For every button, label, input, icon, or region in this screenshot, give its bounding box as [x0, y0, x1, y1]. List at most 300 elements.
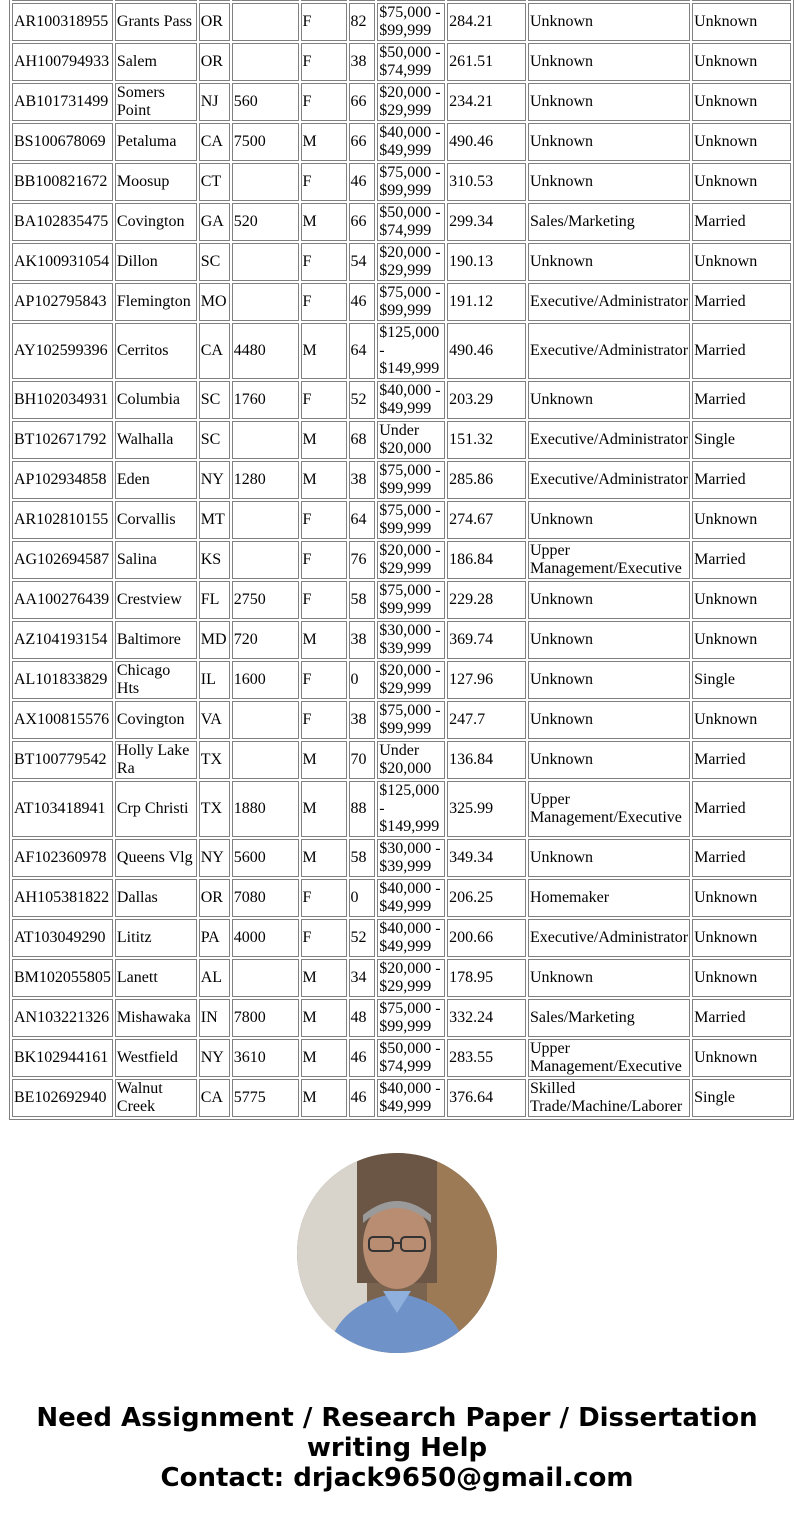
city-cell: Somers Point — [115, 83, 197, 121]
code-cell: 2750 — [232, 581, 299, 619]
income-cell: $75,000 - $99,999 — [377, 581, 445, 619]
occupation-cell: Unknown — [528, 3, 690, 41]
promo-line-2: writing Help — [306, 1433, 488, 1463]
city-cell: Lanett — [115, 959, 197, 997]
age-cell: 88 — [349, 781, 376, 837]
value-cell: 234.21 — [447, 83, 526, 121]
age-cell: 70 — [349, 741, 376, 779]
income-cell: $20,000 - $29,999 — [377, 243, 445, 281]
state-cell: OR — [199, 43, 230, 81]
table-row — [12, 83, 791, 121]
state-cell: CA — [199, 1079, 230, 1117]
income-cell: $40,000 - $49,999 — [377, 879, 445, 917]
occupation-cell: Sales/Marketing — [528, 999, 690, 1037]
age-cell: 68 — [349, 421, 376, 459]
income-cell: $125,000 - $149,999 — [377, 323, 445, 379]
age-cell: 66 — [349, 123, 376, 161]
code-cell — [232, 163, 299, 201]
record-id-cell: AH105381822 — [12, 879, 113, 917]
city-cell: Baltimore — [115, 621, 197, 659]
record-id-cell: AT103049290 — [12, 919, 113, 957]
city-cell: Queens Vlg — [115, 839, 197, 877]
state-cell: TX — [199, 741, 230, 779]
code-cell: 560 — [232, 83, 299, 121]
income-cell: $40,000 - $49,999 — [377, 919, 445, 957]
sex-cell: F — [301, 381, 347, 419]
marital-status-cell: Married — [692, 323, 791, 379]
table-row — [12, 421, 791, 459]
value-cell: 190.13 — [447, 243, 526, 281]
marital-status-cell: Married — [692, 381, 791, 419]
city-cell: Eden — [115, 461, 197, 499]
code-cell: 520 — [232, 203, 299, 241]
sex-cell: M — [301, 323, 347, 379]
code-cell: 1760 — [232, 381, 299, 419]
record-id-cell: AN103221326 — [12, 999, 113, 1037]
state-cell: KS — [199, 541, 230, 579]
state-cell: GA — [199, 203, 230, 241]
state-cell: TX — [199, 781, 230, 837]
marital-status-cell: Unknown — [692, 701, 791, 739]
income-cell: $30,000 - $39,999 — [377, 621, 445, 659]
city-cell: Moosup — [115, 163, 197, 201]
income-cell: $20,000 - $29,999 — [377, 541, 445, 579]
record-id-cell: BA102835475 — [12, 203, 113, 241]
age-cell: 58 — [349, 581, 376, 619]
occupation-cell: Executive/Administrator — [528, 283, 690, 321]
income-cell: Under $20,000 — [377, 741, 445, 779]
record-id-cell: BT100779542 — [12, 741, 113, 779]
city-cell: Mishawaka — [115, 999, 197, 1037]
age-cell: 64 — [349, 323, 376, 379]
table-row — [12, 381, 791, 419]
state-cell: CA — [199, 323, 230, 379]
code-cell: 1600 — [232, 661, 299, 699]
occupation-cell: Unknown — [528, 701, 690, 739]
record-id-cell: BS100678069 — [12, 123, 113, 161]
marital-status-cell: Unknown — [692, 879, 791, 917]
age-cell: 58 — [349, 839, 376, 877]
record-id-cell: BK102944161 — [12, 1039, 113, 1077]
state-cell: MT — [199, 501, 230, 539]
value-cell: 369.74 — [447, 621, 526, 659]
age-cell: 38 — [349, 461, 376, 499]
marital-status-cell: Married — [692, 741, 791, 779]
table-row — [12, 1079, 791, 1117]
value-cell: 325.99 — [447, 781, 526, 837]
record-id-cell: BT102671792 — [12, 421, 113, 459]
marital-status-cell: Single — [692, 661, 791, 699]
sex-cell — [301, 0, 347, 1]
city-cell: Covington — [115, 701, 197, 739]
value-cell: 310.53 — [447, 163, 526, 201]
occupation-cell: Unknown — [528, 741, 690, 779]
occupation-cell: Unknown — [528, 501, 690, 539]
income-cell: $75,000 - $99,999 — [377, 163, 445, 201]
marital-status-cell: Unknown — [692, 581, 791, 619]
marital-status-cell: Married — [692, 283, 791, 321]
state-cell: SC — [199, 381, 230, 419]
table-row — [12, 999, 791, 1037]
author-photo-icon — [297, 1153, 497, 1353]
occupation-cell: Executive/Administrator — [528, 323, 690, 379]
occupation-cell: Unknown — [528, 959, 690, 997]
state-cell: IN — [199, 999, 230, 1037]
value-cell: 186.84 — [447, 541, 526, 579]
occupation-cell: Unknown — [528, 163, 690, 201]
record-id-cell: AA100276439 — [12, 581, 113, 619]
income-cell: $75,000 - $99,999 — [377, 283, 445, 321]
age-cell: 46 — [349, 1079, 376, 1117]
city-cell: Westfield — [115, 1039, 197, 1077]
sex-cell: F — [301, 581, 347, 619]
record-id-cell: BE102692940 — [12, 1079, 113, 1117]
sex-cell: M — [301, 1039, 347, 1077]
sex-cell: M — [301, 781, 347, 837]
author-avatar — [297, 1153, 497, 1353]
table-row — [12, 701, 791, 739]
code-cell — [232, 541, 299, 579]
marital-status-cell: Married — [692, 461, 791, 499]
occupation-cell: Unknown — [528, 43, 690, 81]
occupation-cell: Unknown — [528, 123, 690, 161]
city-cell: Cerritos — [115, 323, 197, 379]
table-row — [12, 163, 791, 201]
marital-status-cell: Married — [692, 203, 791, 241]
age-cell: 38 — [349, 701, 376, 739]
state-cell: FL — [199, 581, 230, 619]
sex-cell: F — [301, 541, 347, 579]
city-cell: Walhalla — [115, 421, 197, 459]
value-cell: 349.34 — [447, 839, 526, 877]
code-cell: 1880 — [232, 781, 299, 837]
sex-cell: M — [301, 1079, 347, 1117]
code-cell: 5775 — [232, 1079, 299, 1117]
marital-status-cell: Unknown — [692, 959, 791, 997]
income-cell: $40,000 - $49,999 — [377, 123, 445, 161]
code-cell — [232, 701, 299, 739]
table-row — [12, 283, 791, 321]
marital-status-cell: Single — [692, 421, 791, 459]
marital-status-cell: Unknown — [692, 501, 791, 539]
state-cell: VA — [199, 701, 230, 739]
record-id-cell: AY102599396 — [12, 323, 113, 379]
marital-status-cell: Married — [692, 781, 791, 837]
state-cell: MD — [199, 621, 230, 659]
table-row — [12, 43, 791, 81]
sex-cell: M — [301, 959, 347, 997]
record-id-cell: AZ104193154 — [12, 621, 113, 659]
city-cell: Walnut Creek — [115, 1079, 197, 1117]
code-cell: 5600 — [232, 839, 299, 877]
value-cell: 332.24 — [447, 999, 526, 1037]
city-cell: Chicago Hts — [115, 661, 197, 699]
age-cell: 0 — [349, 661, 376, 699]
income-cell: $75,000 - $99,999 — [377, 999, 445, 1037]
value-cell: 284.21 — [447, 3, 526, 41]
age-cell: 0 — [349, 879, 376, 917]
occupation-cell: Executive/Administrator — [528, 421, 690, 459]
value-cell: 299.34 — [447, 203, 526, 241]
marital-status-cell: Single — [692, 1079, 791, 1117]
income-cell: $75,000 - $99,999 — [377, 3, 445, 41]
code-cell — [232, 283, 299, 321]
promo-line-1: Need Assignment / Research Paper / Dissertation — [36, 1403, 758, 1433]
sex-cell: F — [301, 701, 347, 739]
city-cell: Salina — [115, 541, 197, 579]
table-row — [12, 919, 791, 957]
value-cell: 229.28 — [447, 581, 526, 619]
code-cell: 7080 — [232, 879, 299, 917]
value-cell: 247.7 — [447, 701, 526, 739]
state-cell: CT — [199, 163, 230, 201]
record-id-cell: AP102934858 — [12, 461, 113, 499]
table-row — [12, 581, 791, 619]
record-id-cell: AT103418941 — [12, 781, 113, 837]
city-cell: Crestview — [115, 581, 197, 619]
value-cell: 285.86 — [447, 461, 526, 499]
state-cell: CA — [199, 123, 230, 161]
income-cell: $75,000 - $99,999 — [377, 461, 445, 499]
occupation-cell: Unknown — [528, 581, 690, 619]
code-cell — [232, 0, 299, 1]
occupation-cell: Unknown — [528, 83, 690, 121]
age-cell: 76 — [349, 541, 376, 579]
record-id-cell: AR100318955 — [12, 3, 113, 41]
income-cell: Under $20,000 — [377, 421, 445, 459]
occupation-cell: Executive/Administrator — [528, 919, 690, 957]
age-cell: 38 — [349, 43, 376, 81]
value-cell: 274.67 — [447, 501, 526, 539]
income-cell — [377, 0, 445, 1]
income-cell: $40,000 - $49,999 — [377, 381, 445, 419]
value-cell: 200.66 — [447, 919, 526, 957]
table-row — [12, 661, 791, 699]
income-cell: $50,000 - $74,999 — [377, 43, 445, 81]
code-cell — [232, 501, 299, 539]
marital-status-cell — [692, 0, 791, 1]
state-cell: NJ — [199, 83, 230, 121]
occupation-cell: Upper Management/Executive — [528, 781, 690, 837]
sex-cell: F — [301, 501, 347, 539]
occupation-cell: Unknown — [528, 381, 690, 419]
table-row — [12, 323, 791, 379]
value-cell: 127.96 — [447, 661, 526, 699]
income-cell: $40,000 - $49,999 — [377, 1079, 445, 1117]
table-row — [12, 959, 791, 997]
record-id-cell: AB101731499 — [12, 83, 113, 121]
code-cell: 720 — [232, 621, 299, 659]
occupation-cell: Skilled Trade/Machine/Laborer — [528, 1079, 690, 1117]
age-cell: 82 — [349, 3, 376, 41]
record-id-cell: AH100794933 — [12, 43, 113, 81]
table-row — [12, 3, 791, 41]
marital-status-cell: Unknown — [692, 1039, 791, 1077]
sex-cell: F — [301, 879, 347, 917]
occupation-cell: Homemaker — [528, 879, 690, 917]
occupation-cell: Sales/Marketing — [528, 203, 690, 241]
value-cell: 490.46 — [447, 323, 526, 379]
state-cell — [199, 0, 230, 1]
promo-text — [0, 1403, 794, 1493]
sex-cell: F — [301, 43, 347, 81]
code-cell: 7500 — [232, 123, 299, 161]
record-id-cell: BM102055805 — [12, 959, 113, 997]
occupation-cell — [528, 0, 690, 1]
table-row — [12, 243, 791, 281]
value-cell: 203.29 — [447, 381, 526, 419]
city-cell: Corvallis — [115, 501, 197, 539]
city-cell: Petaluma — [115, 123, 197, 161]
occupation-cell: Executive/Administrator — [528, 461, 690, 499]
marital-status-cell: Married — [692, 839, 791, 877]
record-id-cell: BH102034931 — [12, 381, 113, 419]
record-id-cell: AG102694587 — [12, 541, 113, 579]
promo-contact: Contact: drjack9650@gmail.com — [160, 1463, 634, 1493]
value-cell: 206.25 — [447, 879, 526, 917]
city-cell: Salem — [115, 43, 197, 81]
table-row — [12, 461, 791, 499]
table-row — [12, 0, 791, 1]
city-cell: Columbia — [115, 381, 197, 419]
city-cell: Grants Pass — [115, 3, 197, 41]
age-cell: 66 — [349, 203, 376, 241]
table-row — [12, 741, 791, 779]
value-cell: 490.46 — [447, 123, 526, 161]
age-cell: 66 — [349, 83, 376, 121]
city-cell: Flemington — [115, 283, 197, 321]
occupation-cell: Upper Management/Executive — [528, 541, 690, 579]
table-row — [12, 781, 791, 837]
code-cell — [232, 959, 299, 997]
sex-cell: M — [301, 621, 347, 659]
code-cell: 4000 — [232, 919, 299, 957]
city-cell: Covington — [115, 203, 197, 241]
sex-cell: M — [301, 999, 347, 1037]
sex-cell: M — [301, 461, 347, 499]
occupation-cell: Unknown — [528, 839, 690, 877]
value-cell: 376.64 — [447, 1079, 526, 1117]
sex-cell: M — [301, 123, 347, 161]
age-cell: 38 — [349, 621, 376, 659]
state-cell: NY — [199, 839, 230, 877]
table-row — [12, 123, 791, 161]
state-cell: SC — [199, 243, 230, 281]
marital-status-cell: Unknown — [692, 243, 791, 281]
code-cell — [232, 3, 299, 41]
sex-cell: F — [301, 83, 347, 121]
age-cell: 46 — [349, 1039, 376, 1077]
state-cell: MO — [199, 283, 230, 321]
state-cell: OR — [199, 879, 230, 917]
table-row — [12, 541, 791, 579]
state-cell: SC — [199, 421, 230, 459]
code-cell — [232, 421, 299, 459]
income-cell: $125,000 - $149,999 — [377, 781, 445, 837]
sex-cell: F — [301, 919, 347, 957]
data-table — [9, 0, 794, 1120]
occupation-cell: Upper Management/Executive — [528, 1039, 690, 1077]
age-cell: 54 — [349, 243, 376, 281]
sex-cell: M — [301, 741, 347, 779]
age-cell: 46 — [349, 283, 376, 321]
age-cell: 46 — [349, 163, 376, 201]
marital-status-cell: Unknown — [692, 43, 791, 81]
value-cell: 151.32 — [447, 421, 526, 459]
age-cell: 52 — [349, 919, 376, 957]
income-cell: $30,000 - $39,999 — [377, 839, 445, 877]
marital-status-cell: Married — [692, 999, 791, 1037]
marital-status-cell: Unknown — [692, 83, 791, 121]
record-id-cell: AP102795843 — [12, 283, 113, 321]
state-cell: PA — [199, 919, 230, 957]
code-cell: 3610 — [232, 1039, 299, 1077]
city-cell — [115, 0, 197, 1]
code-cell: 4480 — [232, 323, 299, 379]
value-cell: 136.84 — [447, 741, 526, 779]
value-cell: 178.95 — [447, 959, 526, 997]
code-cell: 7800 — [232, 999, 299, 1037]
income-cell: $75,000 - $99,999 — [377, 701, 445, 739]
city-cell: Dillon — [115, 243, 197, 281]
record-id-cell: AL101833829 — [12, 661, 113, 699]
marital-status-cell: Unknown — [692, 919, 791, 957]
state-cell: OR — [199, 3, 230, 41]
record-id-cell: AK100931054 — [12, 243, 113, 281]
record-id-cell — [12, 0, 113, 1]
age-cell: 52 — [349, 381, 376, 419]
value-cell — [447, 0, 526, 1]
city-cell: Dallas — [115, 879, 197, 917]
table-row — [12, 621, 791, 659]
record-id-cell: AF102360978 — [12, 839, 113, 877]
table-row — [12, 203, 791, 241]
code-cell — [232, 43, 299, 81]
city-cell: Crp Christi — [115, 781, 197, 837]
age-cell: 64 — [349, 501, 376, 539]
age-cell: 48 — [349, 999, 376, 1037]
sex-cell: M — [301, 421, 347, 459]
code-cell: 1280 — [232, 461, 299, 499]
table-row — [12, 879, 791, 917]
state-cell: NY — [199, 461, 230, 499]
code-cell — [232, 741, 299, 779]
sex-cell: F — [301, 243, 347, 281]
record-id-cell: BB100821672 — [12, 163, 113, 201]
income-cell: $20,000 - $29,999 — [377, 959, 445, 997]
marital-status-cell: Unknown — [692, 621, 791, 659]
occupation-cell: Unknown — [528, 661, 690, 699]
marital-status-cell: Unknown — [692, 123, 791, 161]
occupation-cell: Unknown — [528, 243, 690, 281]
sex-cell: M — [301, 839, 347, 877]
income-cell: $20,000 - $29,999 — [377, 661, 445, 699]
code-cell — [232, 243, 299, 281]
state-cell: IL — [199, 661, 230, 699]
record-id-cell: AR102810155 — [12, 501, 113, 539]
occupation-cell: Unknown — [528, 621, 690, 659]
value-cell: 191.12 — [447, 283, 526, 321]
table-row — [12, 839, 791, 877]
value-cell: 283.55 — [447, 1039, 526, 1077]
record-id-cell: AX100815576 — [12, 701, 113, 739]
age-cell: 34 — [349, 959, 376, 997]
marital-status-cell: Married — [692, 541, 791, 579]
income-cell: $20,000 - $29,999 — [377, 83, 445, 121]
table-row — [12, 501, 791, 539]
value-cell: 261.51 — [447, 43, 526, 81]
sex-cell: F — [301, 163, 347, 201]
